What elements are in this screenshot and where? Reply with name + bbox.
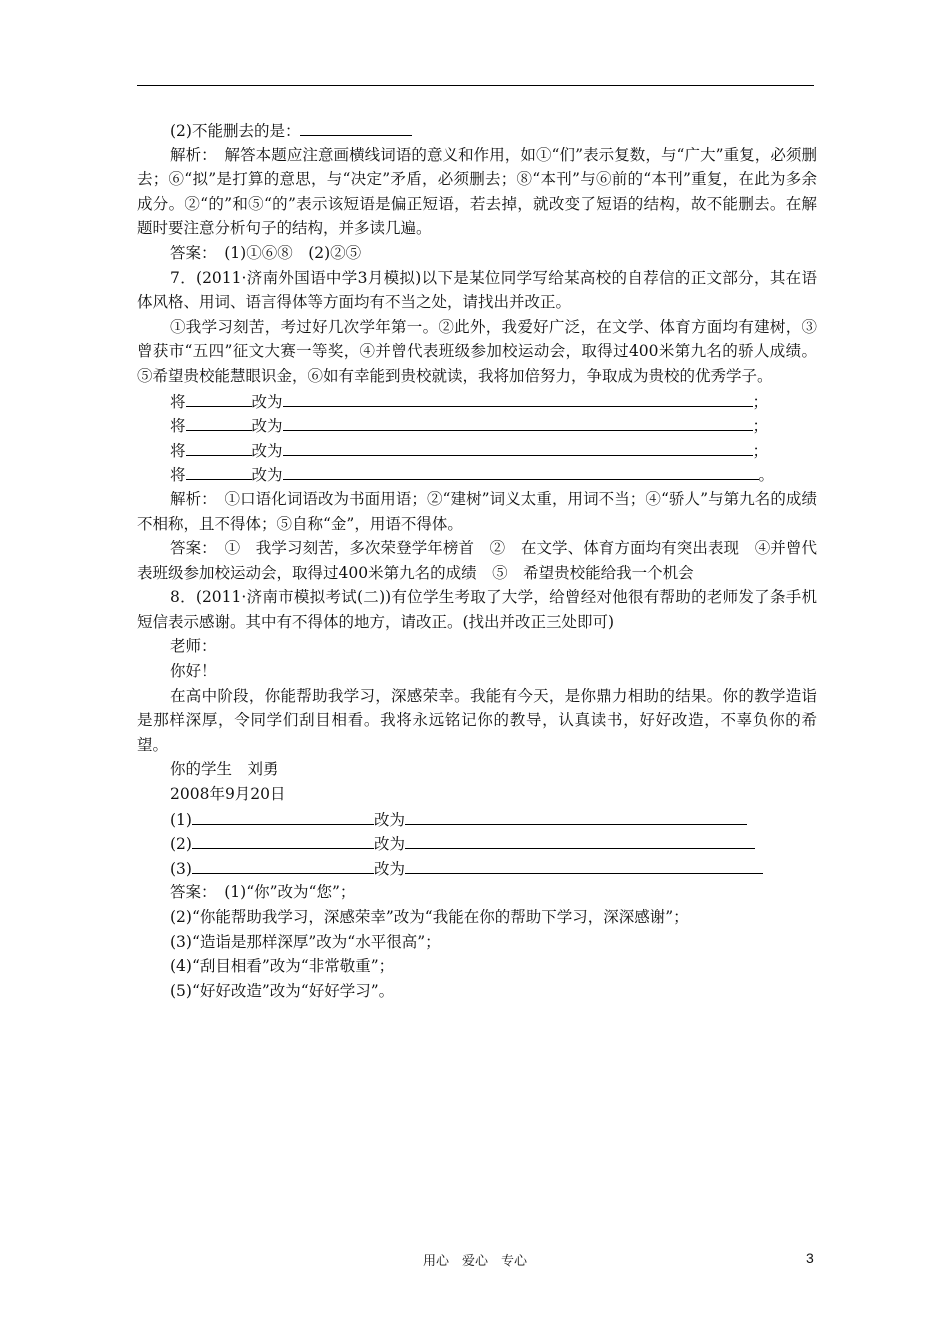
q8-blank-revision[interactable] (405, 856, 763, 874)
q7-blank-original[interactable] (186, 389, 252, 407)
gai-label: 改为 (251, 417, 283, 436)
q8-blank-revision[interactable] (405, 831, 755, 849)
q7-answer: 答案： ① 我学习刻苦，多次荣登学年榜首 ② 在文学、体育方面均有突出表现 ④并曾代表班级参加校运动会，取得过400米第九名的成绩 ⑤ 希望贵校能给我一个机会 (137, 539, 817, 582)
q8-blank-revision[interactable] (405, 807, 747, 825)
q7-fill-line (137, 438, 817, 463)
item-number: (3) (170, 859, 192, 878)
jiang-label: 将 (170, 392, 186, 411)
gai-label: 改为 (373, 810, 405, 829)
q6-analysis: 解析： 解答本题应注意画横线词语的意义和作用，如①“们”表示复数，与“广大”重复，必须删去；⑥“拟”是打算的意思，与“决定”矛盾，必须删去；⑧“本刊”与⑥前的“本刊”重复，在此为多余成分。②“的”和⑤“的”表示该短语是偏正短语，若去掉，就改变了短语的结构，故不能删去。在解题时要注意分析句子的结构，并多读几遍。 (137, 145, 817, 238)
q8-date: 2008年9月20日 (170, 785, 286, 804)
q8-answer-line: 答案： (1)“你”改为“您”； (170, 883, 356, 902)
q7-fill-line (137, 389, 817, 414)
gai-label: 改为 (373, 859, 405, 878)
q8-answer-line: (3)“造诣是那样深厚”改为“水平很高”； (170, 932, 441, 951)
q7-fill-line (137, 413, 817, 438)
q8-salutation: 老师： (170, 637, 217, 656)
header-rule (137, 85, 814, 86)
q7-blank-original[interactable] (186, 438, 252, 456)
q8-answer-line: (4)“刮目相看”改为“非常敬重”； (170, 957, 395, 976)
jiang-label: 将 (170, 466, 186, 485)
q8-blank-original[interactable] (192, 807, 374, 825)
line-end-punct: ； (752, 417, 769, 436)
q8-signature: 你的学生 刘勇 (170, 760, 279, 779)
gai-label: 改为 (251, 392, 283, 411)
q6-part2-line (137, 118, 817, 143)
q8-fill-line (137, 807, 817, 832)
q6-part2-label: (2)不能删去的是： (170, 122, 301, 140)
q7-stem: 7．(2011·济南外国语中学3月模拟)以下是某位同学写给某高校的自荐信的正文部分，其在语体风格、用词、语言得体等方面均有不当之处，请找出并改正。 (137, 268, 817, 312)
q7-fill-line (137, 462, 817, 487)
q6-answer: 答案： (1)①⑥⑧ (2)②⑤ (170, 243, 362, 262)
line-end-punct: ； (752, 441, 769, 460)
gai-label: 改为 (251, 441, 283, 460)
q8-stem: 8．(2011·济南市模拟考试(二))有位学生考取了大学，给曾经对他很有帮助的老师发了条手机短信表示感谢。其中有不得体的地方，请改正。(找出并改正三处即可) (137, 588, 817, 631)
line-end-punct: 。 (758, 466, 775, 485)
q6-part2-blank[interactable] (300, 118, 412, 136)
q8-answer-line: (5)“好好改造”改为“好好学习”。 (170, 981, 395, 1000)
q7-analysis: 解析： ①口语化词语改为书面用语；②“建树”词义太重，用词不当；④“骄人”与第九名的成绩不相称，且不得体；⑤自称“金”，用语不得体。 (137, 489, 817, 533)
footer-slogan: 用心 爱心 专心 (422, 1254, 527, 1269)
q8-fill-line (137, 831, 817, 856)
page-number: 3 (806, 1250, 814, 1266)
q7-blank-original[interactable] (186, 413, 252, 431)
item-number: (2) (170, 835, 192, 854)
q8-greeting: 你好！ (170, 662, 217, 681)
q7-blank-revision[interactable] (283, 389, 753, 407)
document-body (137, 118, 817, 1003)
gai-label: 改为 (373, 835, 405, 854)
q7-blank-original[interactable] (186, 462, 252, 480)
q7-blank-revision[interactable] (283, 438, 753, 456)
item-number: (1) (170, 810, 192, 829)
q8-answer-line: (2)“你能帮助我学习，深感荣幸”改为“我能在你的帮助下学习，深深感谢”； (170, 908, 689, 926)
jiang-label: 将 (170, 441, 186, 460)
q8-fill-line (137, 856, 817, 881)
q7-blank-revision[interactable] (283, 413, 753, 431)
q8-message-body: 在高中阶段，你能帮助我学习，深感荣幸。我能有今天，是你鼎力相助的结果。你的教学造诣是那样深厚，令同学们刮目相看。我将永远铭记你的教导，认真读书，好好改造，不辜负你的希望。 (137, 686, 817, 754)
gai-label: 改为 (251, 466, 283, 485)
q8-blank-original[interactable] (192, 856, 374, 874)
line-end-punct: ； (752, 392, 769, 411)
q8-blank-original[interactable] (192, 831, 374, 849)
jiang-label: 将 (170, 417, 186, 436)
q7-blank-revision[interactable] (283, 462, 759, 480)
q7-passage: ①我学习刻苦，考过好几次学年第一。②此外，我爱好广泛，在文学、体育方面均有建树，③曾获市“五四”征文大赛一等奖，④并曾代表班级参加校运动会，取得过400米第九名的骄人成绩。⑤希望贵校能慧眼识金，⑥如有幸能到贵校就读，我将加倍努力，争取成为贵校的优秀学子。 (137, 317, 817, 385)
